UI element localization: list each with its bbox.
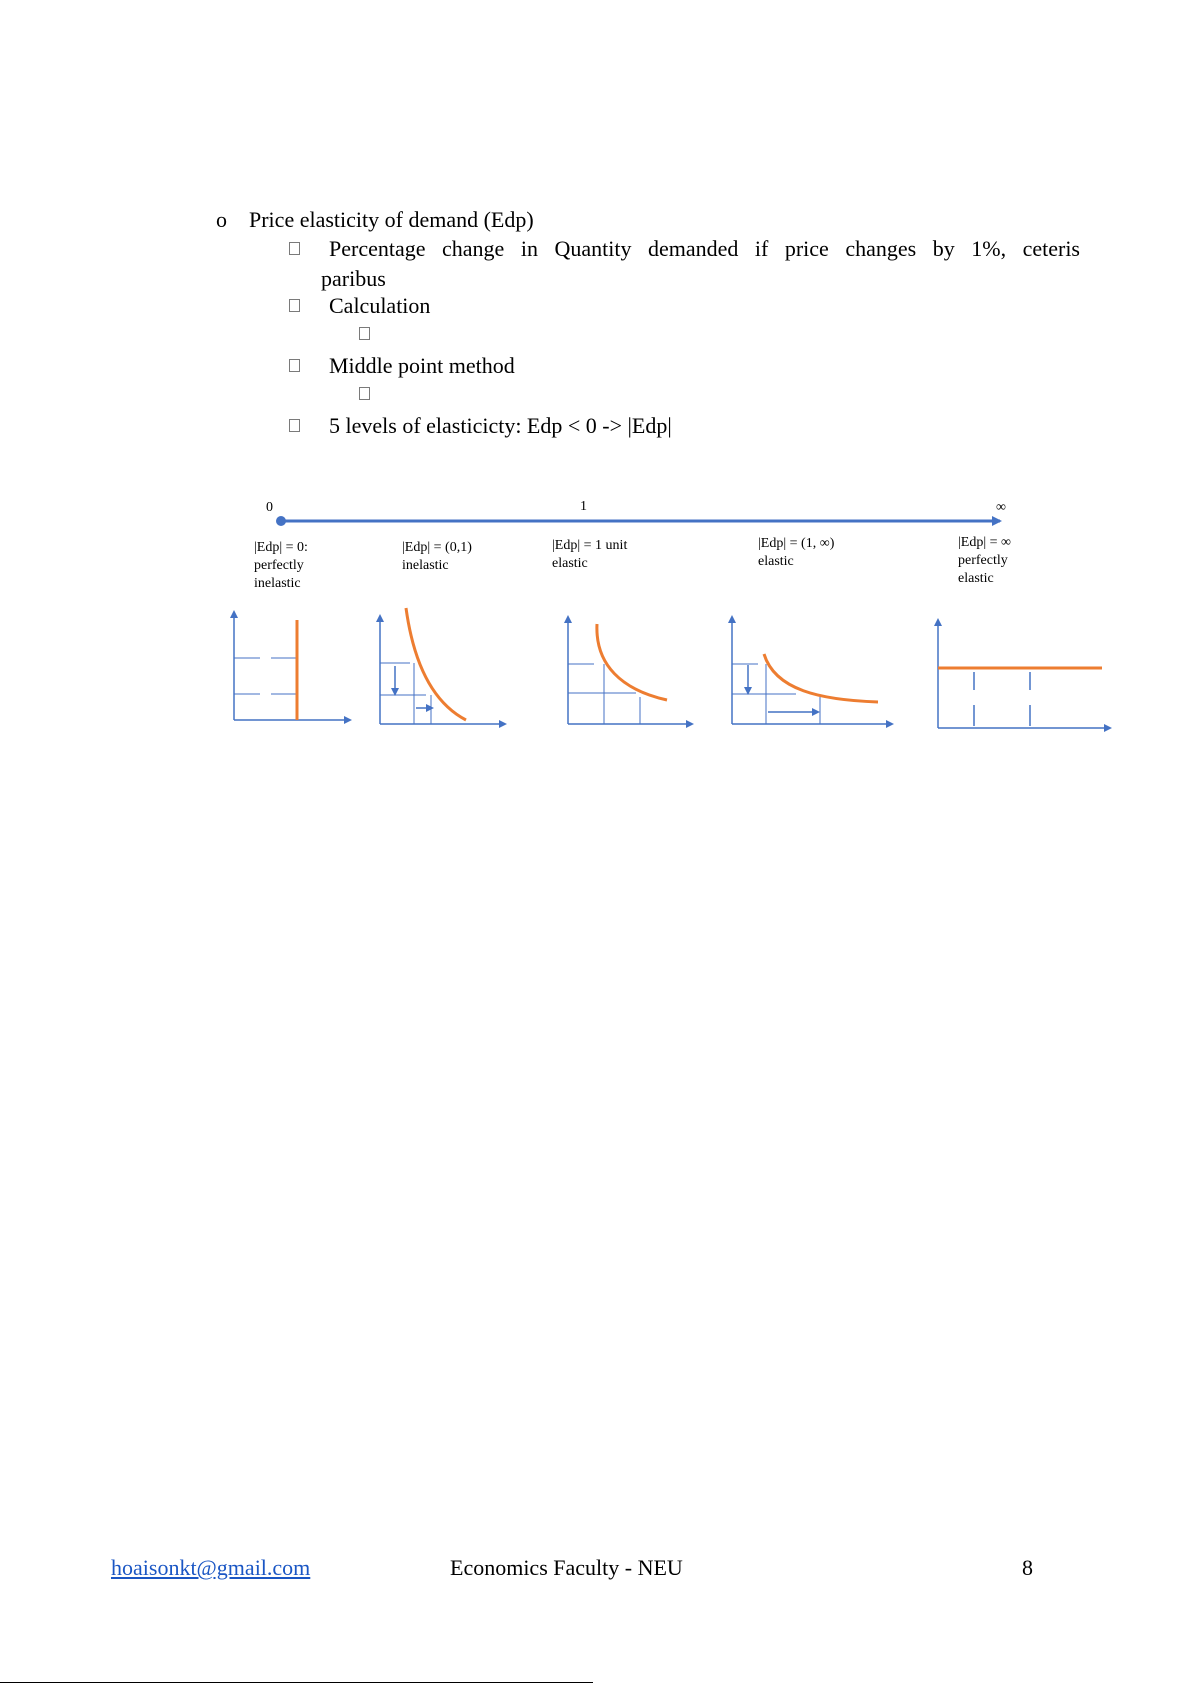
level-label-inelastic: |Edp| = (0,1) inelastic (402, 540, 472, 573)
level-label-perfectly-elastic: |Edp| = ∞ perfectly elastic (958, 535, 1012, 586)
demand-curve (764, 654, 878, 702)
section-heading: Price elasticity of demand (Edp) (249, 207, 534, 232)
graph-perfectly-elastic (938, 620, 1110, 728)
scale-tick-1: 1 (580, 499, 587, 514)
elasticity-scale (276, 516, 1000, 526)
definition-line-1: Percentage change in Quantity demanded if price changes by 1%, ceteris (329, 236, 1080, 261)
level-label-unit-elastic: |Edp| = 1 unit elastic (552, 538, 628, 571)
item-middle-point: Middle point method (329, 353, 515, 378)
scale-tick-0: 0 (266, 500, 273, 515)
item-calculation: Calculation (329, 293, 431, 318)
graph-perfectly-inelastic (234, 612, 350, 720)
scale-tick-infinity: ∞ (996, 500, 1006, 515)
graph-elastic (732, 617, 892, 724)
demand-curve (406, 608, 466, 720)
page-number: 8 (1022, 1555, 1033, 1580)
footer-email[interactable]: hoaisonkt@gmail.com (111, 1555, 311, 1580)
page-bottom-rule (0, 1682, 593, 1683)
footer-email-link[interactable] (111, 1555, 310, 1581)
graph-inelastic (380, 608, 505, 724)
graph-unit-elastic (568, 617, 692, 724)
bullet-o: o (216, 207, 227, 232)
level-label-perfectly-inelastic: |Edp| = 0: perfectly inelastic (254, 540, 308, 591)
footer-center-text: Economics Faculty - NEU (450, 1555, 683, 1580)
item-levels: 5 levels of elasticicty: Edp < 0 -> |Edp| (329, 413, 672, 438)
level-label-elastic: |Edp| = (1, ∞) elastic (758, 536, 835, 569)
demand-curve (597, 624, 667, 700)
definition-line-2: paribus (321, 266, 386, 291)
